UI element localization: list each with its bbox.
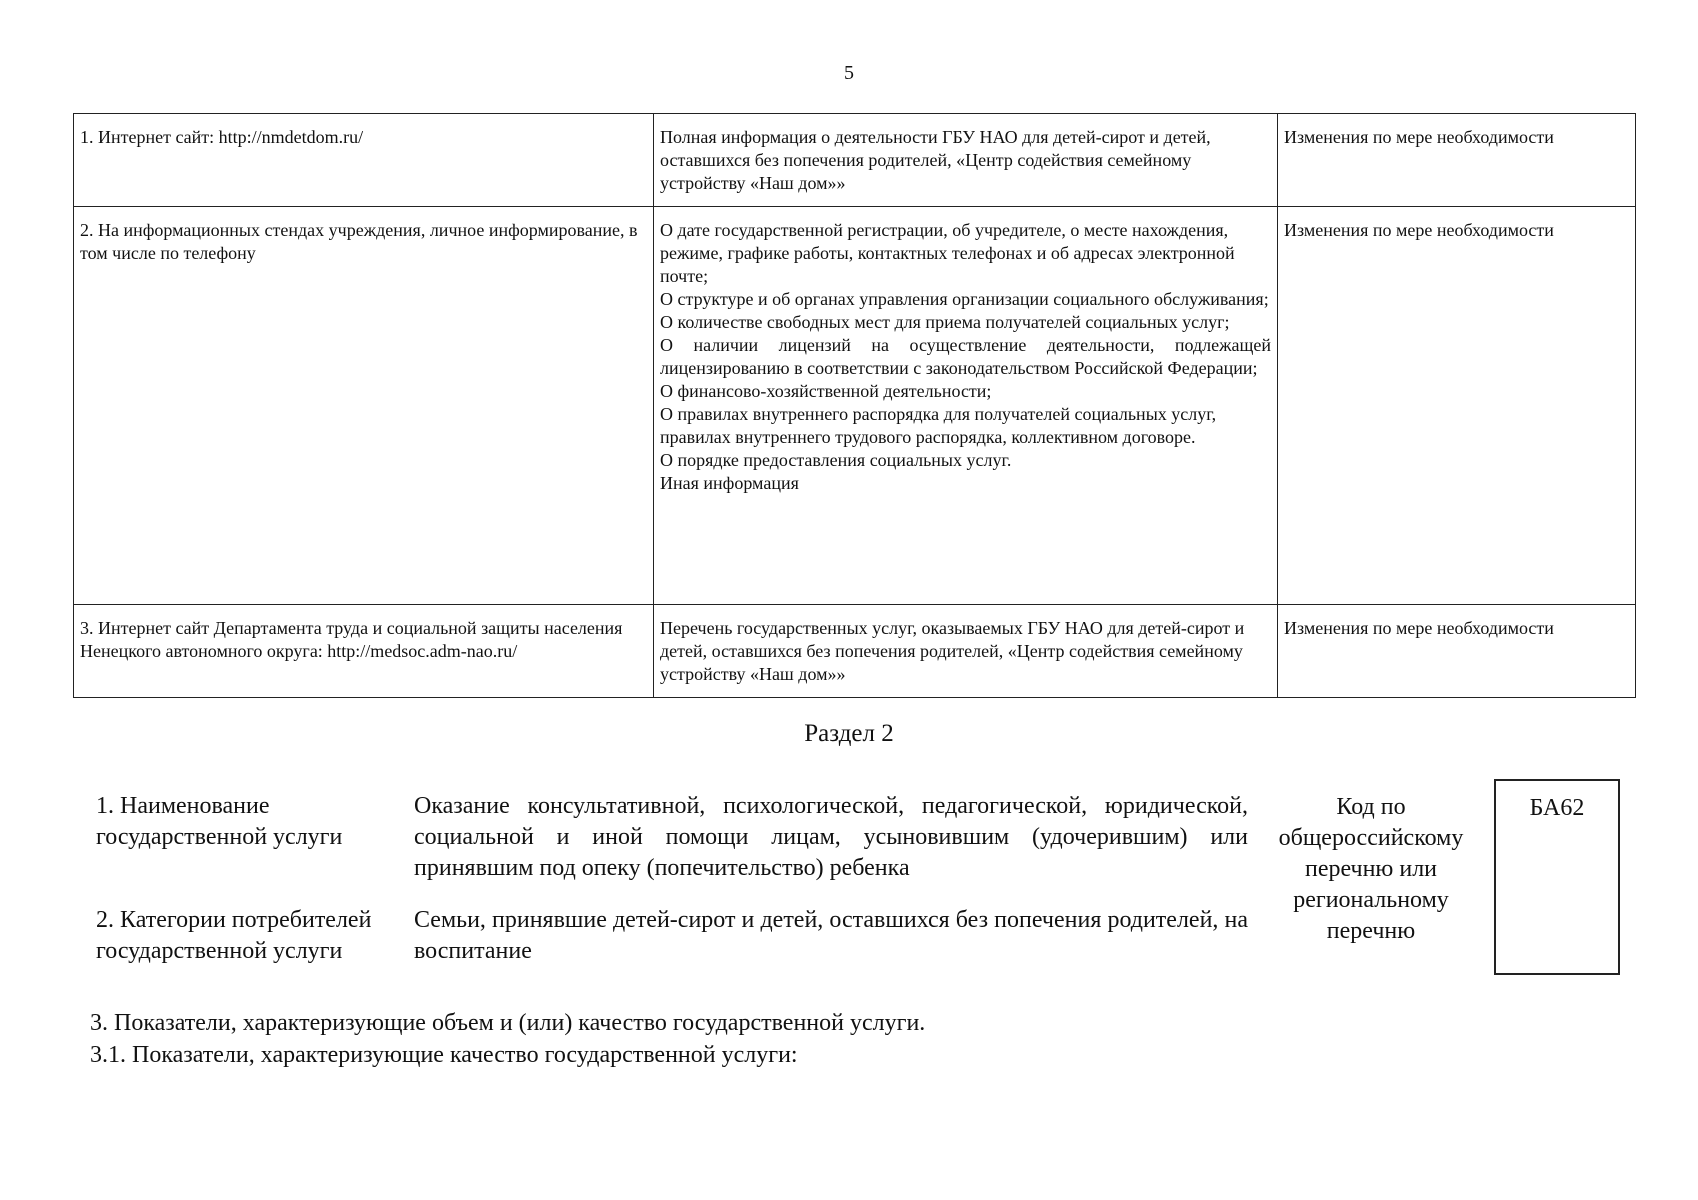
code-value: БА62 xyxy=(1529,795,1585,821)
method-cell: 1. Интернет сайт: http://nmdetdom.ru/ xyxy=(74,114,654,207)
method-cell: 2. На информационных стендах учреждения, личное информирование, в том числе по телефону xyxy=(74,207,654,605)
content-cell xyxy=(654,605,1278,698)
service-name-label: 1. Наименование государственной услуги xyxy=(96,793,343,850)
content-item: О правилах внутреннего распорядка для получателей социальных услуг, правилах внутреннего трудового распорядка, коллективном договоре. xyxy=(660,404,1217,447)
code-label: Код по общероссийскому перечню или региональному перечню xyxy=(1278,794,1464,944)
content-item: Иная информация xyxy=(660,473,799,493)
information-methods-table xyxy=(73,113,1636,698)
content-item: О порядке предоставления социальных услуг. xyxy=(660,450,1012,470)
content-item: О количестве свободных мест для приема получателей социальных услуг; xyxy=(660,312,1230,332)
method-cell: 3. Интернет сайт Департамента труда и социальной защиты населения Ненецкого автономного округа: http://medsoc.adm-nao.ru/ xyxy=(74,605,654,698)
content-item: Полная информация о деятельности ГБУ НАО для детей-сирот и детей, оставшихся без попечения родителей, «Центр содействия семейному устройству «Наш дом»» xyxy=(660,127,1211,193)
frequency-cell: Изменения по мере необходимости xyxy=(1278,114,1636,207)
consumers-label: 2. Категории потребителей государственной услуги xyxy=(96,907,372,964)
code-box xyxy=(1494,779,1620,975)
service-name-value: Оказание консультативной, психологической, педагогической, юридической, социальной и иной помощи лицам, усыновившим (удочерившим) или принявшим под опеку (попечительство) ребенка xyxy=(414,793,1248,881)
content-item: О наличии лицензий на осуществление деятельности, подлежащей лицензированию в соответствии с законодательством Российской Федерации; xyxy=(660,335,1271,378)
content-item: О финансово-хозяйственной деятельности; xyxy=(660,381,992,401)
content-item: О дате государственной регистрации, об учредителе, о месте нахождения, режиме, графике работы, контактных телефонах и об адресах электронной почте; xyxy=(660,220,1235,286)
indicators-heading: 3. Показатели, характеризующие объем и (или) качество государственной услуги. xyxy=(90,1010,926,1036)
table-row xyxy=(74,114,1636,207)
quality-heading: 3.1. Показатели, характеризующие качество государственной услуги: xyxy=(90,1042,798,1068)
page-number: 5 xyxy=(844,62,854,84)
content-cell xyxy=(654,114,1278,207)
content-cell xyxy=(654,207,1278,605)
consumers-value: Семьи, принявшие детей-сирот и детей, оставшихся без попечения родителей, на воспитание xyxy=(414,907,1248,964)
frequency-cell: Изменения по мере необходимости xyxy=(1278,605,1636,698)
table-row xyxy=(74,207,1636,605)
content-item: О структуре и об органах управления организации социального обслуживания; xyxy=(660,289,1269,309)
table-row xyxy=(74,605,1636,698)
frequency-cell: Изменения по мере необходимости xyxy=(1278,207,1636,605)
content-item: Перечень государственных услуг, оказываемых ГБУ НАО для детей-сирот и детей, оставшихся без попечения родителей, «Центр содействия семейному устройству «Наш дом»» xyxy=(660,618,1245,684)
section-title: Раздел 2 xyxy=(804,720,894,747)
